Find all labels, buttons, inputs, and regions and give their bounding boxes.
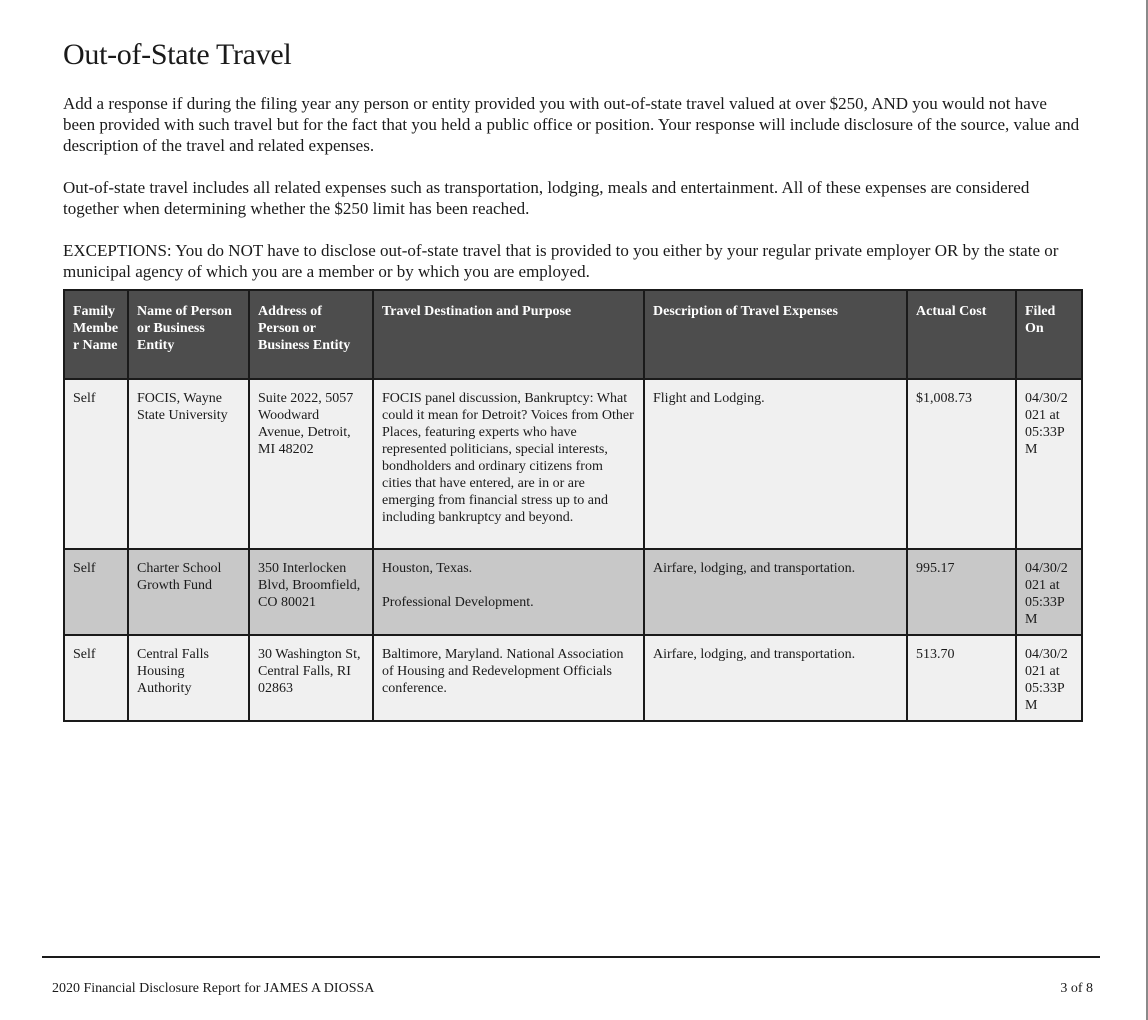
- cell-entity-name: Central Falls Housing Authority: [128, 635, 249, 721]
- instruction-paragraph: Out-of-state travel includes all related expenses such as transportation, lodging, meals and entertainment. All of these expenses are considered together when determining whether the $250 limit has been reached.: [63, 178, 1030, 218]
- table-row: [64, 379, 1082, 549]
- destination-spacer: [382, 577, 635, 594]
- destination-text: FOCIS panel discussion, Bankruptcy: What could it mean for Detroit? Voices from Other Places, featuring experts who have represented politicians, special interests, bondholders and ordinary citizens from cities that have entered, are in or are emerging from financial stress up to and including bankruptcy and beyond.: [382, 391, 634, 525]
- destination-text: Houston, Texas.: [382, 561, 473, 576]
- cell-family-member: Self: [64, 549, 128, 635]
- header-entity-address: Address of Person or Business Entity: [249, 290, 373, 379]
- header-expense-description: Description of Travel Expenses: [644, 290, 907, 379]
- footer-divider: [42, 956, 1100, 958]
- cell-entity-address: 30 Washington St, Central Falls, RI 02863: [249, 635, 373, 721]
- travel-table: [63, 289, 1083, 722]
- exceptions-paragraph: EXCEPTIONS: You do NOT have to disclose out-of-state travel that is provided to you either by your regular private employer OR by the state or municipal agency of which you are a member or by which you are employed.: [63, 241, 1059, 281]
- header-destination: Travel Destination and Purpose: [373, 290, 644, 379]
- header-entity-name: Name of Person or Business Entity: [128, 290, 249, 379]
- cell-actual-cost: $1,008.73: [907, 379, 1016, 549]
- cell-entity-name: FOCIS, Wayne State University: [128, 379, 249, 549]
- header-actual-cost: Actual Cost: [907, 290, 1016, 379]
- header-filed-on: Filed On: [1016, 290, 1082, 379]
- cell-destination: [373, 549, 644, 635]
- cell-entity-address: 350 Interlocken Blvd, Broomfield, CO 80021: [249, 549, 373, 635]
- cell-filed-on: 04/30/2021 at 05:33PM: [1016, 635, 1082, 721]
- destination-text: Baltimore, Maryland. National Association of Housing and Redevelopment Officials conference.: [382, 647, 624, 696]
- cell-actual-cost: 995.17: [907, 549, 1016, 635]
- table-row: [64, 635, 1082, 721]
- cell-family-member: Self: [64, 635, 128, 721]
- cell-actual-cost: 513.70: [907, 635, 1016, 721]
- cell-destination: [373, 635, 644, 721]
- header-family-member: Family Member Name: [64, 290, 128, 379]
- cell-entity-name: Charter School Growth Fund: [128, 549, 249, 635]
- table-header-row: [64, 290, 1082, 379]
- cell-family-member: Self: [64, 379, 128, 549]
- footer-report-title: 2020 Financial Disclosure Report for JAMES A DIOSSA: [52, 981, 375, 996]
- destination-purpose: Professional Development.: [382, 595, 534, 610]
- instruction-paragraph: Add a response if during the filing year any person or entity provided you with out-of-state travel valued at over $250, AND you would not have been provided with such travel but for the fact that you held a public office or position. Your response will include disclosure of the source, value and description of the travel and related expenses.: [63, 94, 1080, 155]
- cell-expense-description: Flight and Lodging.: [644, 379, 907, 549]
- cell-filed-on: 04/30/2021 at 05:33PM: [1016, 379, 1082, 549]
- cell-destination: [373, 379, 644, 549]
- instructions: [63, 93, 1083, 282]
- page-title: Out-of-State Travel: [63, 38, 292, 71]
- cell-expense-description: Airfare, lodging, and transportation.: [644, 635, 907, 721]
- cell-entity-address: Suite 2022, 5057 Woodward Avenue, Detroit, MI 48202: [249, 379, 373, 549]
- table-row: [64, 549, 1082, 635]
- page-number: 3 of 8: [1060, 981, 1093, 996]
- cell-expense-description: Airfare, lodging, and transportation.: [644, 549, 907, 635]
- cell-filed-on: 04/30/2021 at 05:33PM: [1016, 549, 1082, 635]
